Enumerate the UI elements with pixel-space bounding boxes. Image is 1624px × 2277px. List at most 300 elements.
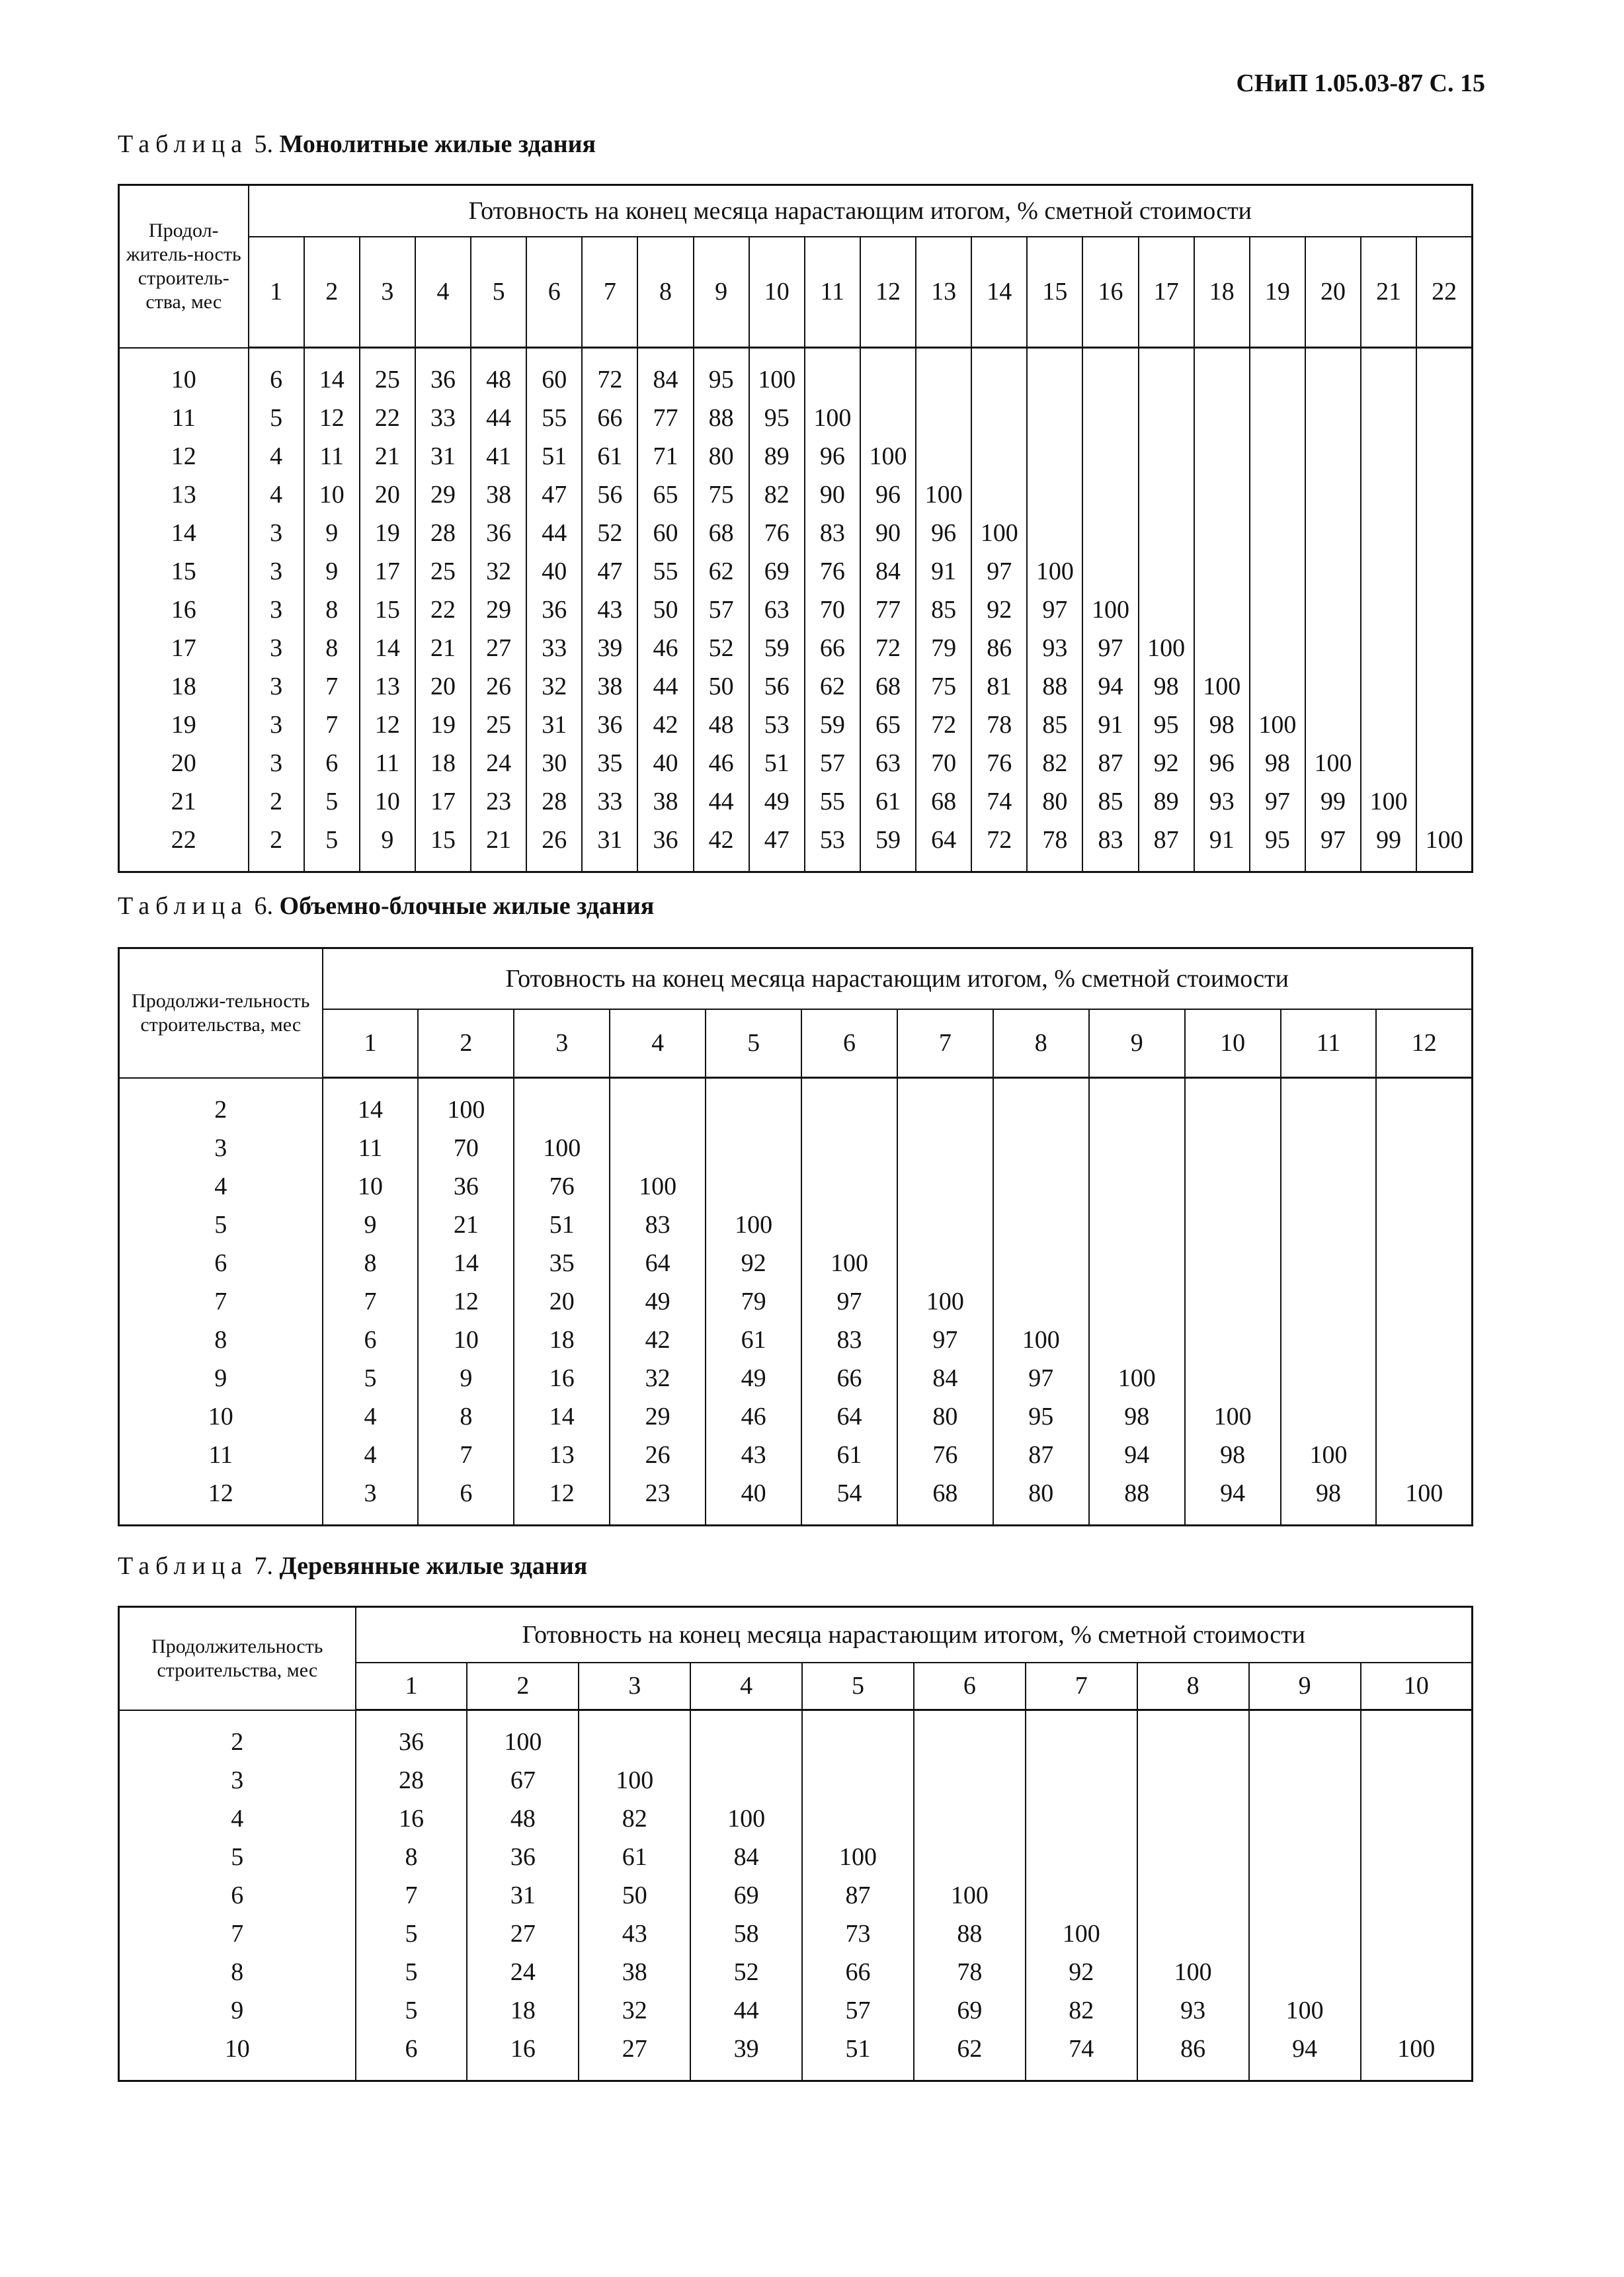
value-cell: 38 — [471, 476, 526, 514]
duration-cell: 7 — [119, 1915, 356, 1953]
value-cell: 32 — [471, 552, 526, 591]
empty-cell — [1305, 437, 1361, 476]
duration-cell: 12 — [119, 1474, 323, 1526]
value-cell: 40 — [706, 1474, 801, 1526]
empty-cell — [1194, 514, 1250, 552]
value-cell: 20 — [514, 1282, 610, 1321]
empty-cell — [1361, 1838, 1473, 1876]
empty-cell — [1139, 348, 1194, 399]
value-cell: 24 — [471, 744, 526, 782]
value-cell: 60 — [637, 514, 693, 552]
empty-cell — [916, 348, 971, 399]
duration-cell: 11 — [119, 1436, 323, 1474]
value-cell: 18 — [467, 1991, 579, 2030]
empty-cell — [1185, 1078, 1281, 1130]
empty-cell — [1416, 514, 1472, 552]
empty-cell — [1089, 1129, 1185, 1167]
empty-cell — [993, 1129, 1089, 1167]
month-header: 7 — [1026, 1663, 1137, 1710]
month-header: 16 — [1082, 237, 1138, 348]
value-cell: 74 — [971, 782, 1027, 821]
value-cell: 97 — [897, 1321, 993, 1359]
value-cell: 85 — [916, 591, 971, 629]
table-row — [119, 1436, 1473, 1474]
value-cell: 42 — [637, 706, 693, 744]
value-cell: 5 — [304, 782, 360, 821]
empty-cell — [1194, 399, 1250, 437]
value-cell: 46 — [706, 1397, 801, 1436]
duration-cell: 16 — [119, 591, 249, 629]
value-cell: 82 — [1027, 744, 1082, 782]
empty-cell — [897, 1244, 993, 1282]
empty-cell — [801, 1078, 897, 1130]
empty-cell — [860, 348, 916, 399]
value-cell: 14 — [304, 348, 360, 399]
empty-cell — [1361, 629, 1416, 667]
value-cell: 32 — [526, 667, 582, 706]
value-cell: 8 — [304, 591, 360, 629]
month-header: 21 — [1361, 237, 1416, 348]
value-cell: 9 — [418, 1359, 514, 1397]
duration-cell: 20 — [119, 744, 249, 782]
value-cell: 32 — [610, 1359, 706, 1397]
value-cell: 100 — [1139, 629, 1194, 667]
empty-cell — [1250, 348, 1305, 399]
table-row — [119, 1710, 1473, 1762]
value-cell: 100 — [993, 1321, 1089, 1359]
table-row — [119, 1129, 1473, 1167]
empty-cell — [1137, 1915, 1249, 1953]
duration-cell: 11 — [119, 399, 249, 437]
value-cell: 83 — [801, 1321, 897, 1359]
value-cell: 100 — [1361, 2030, 1473, 2081]
value-cell: 40 — [637, 744, 693, 782]
table-row — [119, 514, 1473, 552]
empty-cell — [1185, 1282, 1281, 1321]
empty-cell — [1416, 348, 1472, 399]
value-cell: 95 — [1139, 706, 1194, 744]
value-cell: 27 — [467, 1915, 579, 1953]
duration-header: Продолжи-тельность строительства, мес — [119, 948, 323, 1078]
empty-cell — [1249, 1710, 1361, 1762]
empty-cell — [1281, 1321, 1377, 1359]
value-cell: 50 — [637, 591, 693, 629]
table-row — [119, 1359, 1473, 1397]
table-7-title: Деревянные жилые здания — [279, 1552, 588, 1580]
table-row — [119, 1167, 1473, 1206]
value-cell: 68 — [694, 514, 749, 552]
value-cell: 15 — [415, 821, 471, 872]
empty-cell — [1361, 591, 1416, 629]
value-cell: 25 — [471, 706, 526, 744]
value-cell: 59 — [749, 629, 805, 667]
value-cell: 52 — [690, 1953, 802, 1991]
value-cell: 69 — [690, 1876, 802, 1915]
value-cell: 58 — [690, 1915, 802, 1953]
value-cell: 4 — [323, 1436, 419, 1474]
value-cell: 10 — [323, 1167, 419, 1206]
duration-cell: 12 — [119, 437, 249, 476]
empty-cell — [1361, 514, 1416, 552]
empty-cell — [1361, 437, 1416, 476]
value-cell: 62 — [805, 667, 860, 706]
value-cell: 92 — [1026, 1953, 1137, 1991]
value-cell: 5 — [323, 1359, 419, 1397]
value-cell: 6 — [304, 744, 360, 782]
value-cell: 61 — [706, 1321, 801, 1359]
value-cell: 83 — [805, 514, 860, 552]
month-header: 7 — [582, 237, 637, 348]
empty-cell — [1185, 1129, 1281, 1167]
value-cell: 100 — [467, 1710, 579, 1762]
value-cell: 80 — [897, 1397, 993, 1436]
value-cell: 36 — [526, 591, 582, 629]
value-cell: 8 — [356, 1838, 467, 1876]
value-cell: 6 — [418, 1474, 514, 1526]
table-row — [119, 1474, 1473, 1526]
empty-cell — [1416, 591, 1472, 629]
empty-cell — [916, 437, 971, 476]
value-cell: 14 — [418, 1244, 514, 1282]
empty-cell — [1089, 1321, 1185, 1359]
empty-cell — [897, 1129, 993, 1167]
empty-cell — [1376, 1397, 1472, 1436]
empty-cell — [1361, 348, 1416, 399]
value-cell: 66 — [801, 1359, 897, 1397]
value-cell: 36 — [418, 1167, 514, 1206]
value-cell: 98 — [1185, 1436, 1281, 1474]
empty-cell — [1139, 437, 1194, 476]
empty-cell — [914, 1761, 1026, 1800]
value-cell: 3 — [249, 552, 304, 591]
empty-cell — [1281, 1244, 1377, 1282]
value-cell: 26 — [471, 667, 526, 706]
value-cell: 98 — [1281, 1474, 1377, 1526]
empty-cell — [1416, 437, 1472, 476]
value-cell: 33 — [582, 782, 637, 821]
value-cell: 29 — [471, 591, 526, 629]
empty-cell — [914, 1838, 1026, 1876]
value-cell: 10 — [304, 476, 360, 514]
value-cell: 83 — [1082, 821, 1138, 872]
empty-cell — [1376, 1436, 1472, 1474]
month-header: 1 — [356, 1663, 467, 1710]
duration-cell: 17 — [119, 629, 249, 667]
value-cell: 44 — [637, 667, 693, 706]
table-row — [119, 1321, 1473, 1359]
empty-cell — [1250, 437, 1305, 476]
value-cell: 55 — [526, 399, 582, 437]
empty-cell — [1281, 1078, 1377, 1130]
value-cell: 57 — [802, 1991, 914, 2030]
duration-cell: 6 — [119, 1244, 323, 1282]
empty-cell — [1305, 706, 1361, 744]
value-cell: 35 — [582, 744, 637, 782]
value-cell: 98 — [1139, 667, 1194, 706]
value-cell: 82 — [749, 476, 805, 514]
empty-cell — [1249, 1915, 1361, 1953]
value-cell: 5 — [356, 1953, 467, 1991]
empty-cell — [1305, 629, 1361, 667]
readiness-header: Готовность на конец месяца нарастающим итогом, % сметной стоимости — [249, 185, 1473, 237]
empty-cell — [1376, 1321, 1472, 1359]
value-cell: 100 — [1361, 782, 1416, 821]
month-header: 6 — [526, 237, 582, 348]
empty-cell — [1361, 1710, 1473, 1762]
empty-cell — [914, 1800, 1026, 1838]
empty-cell — [1082, 514, 1138, 552]
value-cell: 72 — [582, 348, 637, 399]
value-cell: 36 — [582, 706, 637, 744]
table-6-number: 6. — [254, 892, 274, 920]
value-cell: 17 — [360, 552, 415, 591]
empty-cell — [610, 1129, 706, 1167]
value-cell: 25 — [415, 552, 471, 591]
empty-cell — [1026, 1710, 1137, 1762]
value-cell: 48 — [467, 1800, 579, 1838]
value-cell: 19 — [360, 514, 415, 552]
value-cell: 12 — [514, 1474, 610, 1526]
value-cell: 100 — [971, 514, 1027, 552]
empty-cell — [1194, 476, 1250, 514]
value-cell: 20 — [360, 476, 415, 514]
table-7-number: 7. — [254, 1552, 274, 1580]
value-cell: 97 — [801, 1282, 897, 1321]
table-row — [119, 348, 1473, 399]
duration-cell: 21 — [119, 782, 249, 821]
empty-cell — [1250, 552, 1305, 591]
value-cell: 9 — [323, 1206, 419, 1244]
value-cell: 74 — [1026, 2030, 1137, 2081]
value-cell: 72 — [860, 629, 916, 667]
value-cell: 85 — [1027, 706, 1082, 744]
value-cell: 84 — [860, 552, 916, 591]
empty-cell — [971, 476, 1027, 514]
table-row — [119, 1991, 1473, 2030]
month-header: 10 — [1185, 1009, 1281, 1078]
value-cell: 3 — [249, 706, 304, 744]
month-header: 17 — [1139, 237, 1194, 348]
empty-cell — [1194, 348, 1250, 399]
value-cell: 94 — [1089, 1436, 1185, 1474]
empty-cell — [1194, 437, 1250, 476]
value-cell: 14 — [514, 1397, 610, 1436]
month-header: 12 — [860, 237, 916, 348]
empty-cell — [971, 437, 1027, 476]
value-cell: 11 — [360, 744, 415, 782]
value-cell: 47 — [749, 821, 805, 872]
empty-cell — [1361, 1915, 1473, 1953]
value-cell: 97 — [1082, 629, 1138, 667]
value-cell: 97 — [1305, 821, 1361, 872]
duration-cell: 4 — [119, 1800, 356, 1838]
empty-cell — [801, 1129, 897, 1167]
month-header: 9 — [1249, 1663, 1361, 1710]
value-cell: 22 — [360, 399, 415, 437]
duration-cell: 15 — [119, 552, 249, 591]
table-row — [119, 1838, 1473, 1876]
value-cell: 52 — [694, 629, 749, 667]
value-cell: 48 — [694, 706, 749, 744]
value-cell: 100 — [579, 1761, 690, 1800]
value-cell: 100 — [1194, 667, 1250, 706]
empty-cell — [1026, 1876, 1137, 1915]
table-row — [119, 821, 1473, 872]
empty-cell — [1281, 1282, 1377, 1321]
value-cell: 84 — [897, 1359, 993, 1397]
duration-cell: 9 — [119, 1991, 356, 2030]
empty-cell — [1089, 1244, 1185, 1282]
value-cell: 100 — [897, 1282, 993, 1321]
duration-cell: 9 — [119, 1359, 323, 1397]
empty-cell — [1137, 1710, 1249, 1762]
table-row — [119, 1078, 1473, 1130]
empty-cell — [1026, 1761, 1137, 1800]
value-cell: 43 — [582, 591, 637, 629]
duration-cell: 3 — [119, 1129, 323, 1167]
value-cell: 80 — [1027, 782, 1082, 821]
value-cell: 76 — [971, 744, 1027, 782]
empty-cell — [1281, 1206, 1377, 1244]
table-5-label: Таблица — [118, 130, 249, 158]
month-header: 9 — [694, 237, 749, 348]
value-cell: 65 — [637, 476, 693, 514]
value-cell: 100 — [1250, 706, 1305, 744]
value-cell: 100 — [1027, 552, 1082, 591]
value-cell: 51 — [802, 2030, 914, 2081]
empty-cell — [1027, 514, 1082, 552]
value-cell: 36 — [471, 514, 526, 552]
duration-cell: 13 — [119, 476, 249, 514]
value-cell: 76 — [897, 1436, 993, 1474]
value-cell: 100 — [860, 437, 916, 476]
month-header: 1 — [323, 1009, 419, 1078]
value-cell: 68 — [916, 782, 971, 821]
empty-cell — [914, 1710, 1026, 1762]
value-cell: 100 — [1305, 744, 1361, 782]
value-cell: 100 — [610, 1167, 706, 1206]
value-cell: 94 — [1082, 667, 1138, 706]
duration-cell: 7 — [119, 1282, 323, 1321]
value-cell: 9 — [304, 552, 360, 591]
value-cell: 46 — [637, 629, 693, 667]
empty-cell — [1305, 399, 1361, 437]
empty-cell — [1185, 1206, 1281, 1244]
value-cell: 75 — [694, 476, 749, 514]
value-cell: 66 — [805, 629, 860, 667]
value-cell: 44 — [694, 782, 749, 821]
table-row — [119, 706, 1473, 744]
value-cell: 21 — [415, 629, 471, 667]
value-cell: 96 — [860, 476, 916, 514]
value-cell: 44 — [471, 399, 526, 437]
value-cell: 2 — [249, 782, 304, 821]
value-cell: 68 — [897, 1474, 993, 1526]
empty-cell — [802, 1800, 914, 1838]
empty-cell — [1089, 1167, 1185, 1206]
duration-header: Продол-житель-ность строитель-ства, мес — [119, 185, 249, 348]
empty-cell — [1305, 591, 1361, 629]
value-cell: 44 — [690, 1991, 802, 2030]
value-cell: 67 — [467, 1761, 579, 1800]
value-cell: 100 — [1089, 1359, 1185, 1397]
empty-cell — [860, 399, 916, 437]
value-cell: 76 — [749, 514, 805, 552]
empty-cell — [1305, 514, 1361, 552]
month-header: 4 — [690, 1663, 802, 1710]
value-cell: 79 — [916, 629, 971, 667]
value-cell: 91 — [1082, 706, 1138, 744]
value-cell: 4 — [249, 476, 304, 514]
value-cell: 9 — [304, 514, 360, 552]
value-cell: 94 — [1185, 1474, 1281, 1526]
value-cell: 7 — [356, 1876, 467, 1915]
empty-cell — [1082, 399, 1138, 437]
value-cell: 100 — [801, 1244, 897, 1282]
value-cell: 42 — [610, 1321, 706, 1359]
value-cell: 6 — [356, 2030, 467, 2081]
value-cell: 87 — [1082, 744, 1138, 782]
value-cell: 19 — [415, 706, 471, 744]
value-cell: 96 — [916, 514, 971, 552]
value-cell: 84 — [690, 1838, 802, 1876]
empty-cell — [801, 1206, 897, 1244]
value-cell: 82 — [1026, 1991, 1137, 2030]
value-cell: 8 — [418, 1397, 514, 1436]
empty-cell — [1026, 1838, 1137, 1876]
value-cell: 87 — [993, 1436, 1089, 1474]
value-cell: 70 — [916, 744, 971, 782]
value-cell: 62 — [914, 2030, 1026, 2081]
value-cell: 4 — [249, 437, 304, 476]
value-cell: 7 — [418, 1436, 514, 1474]
empty-cell — [1376, 1078, 1472, 1130]
value-cell: 100 — [418, 1078, 514, 1130]
value-cell: 13 — [514, 1436, 610, 1474]
value-cell: 59 — [860, 821, 916, 872]
value-cell: 92 — [1139, 744, 1194, 782]
value-cell: 24 — [467, 1953, 579, 1991]
table-row — [119, 1397, 1473, 1436]
value-cell: 32 — [579, 1991, 690, 2030]
duration-cell: 5 — [119, 1206, 323, 1244]
value-cell: 77 — [860, 591, 916, 629]
value-cell: 100 — [1416, 821, 1472, 872]
value-cell: 94 — [1249, 2030, 1361, 2081]
duration-cell: 8 — [119, 1321, 323, 1359]
empty-cell — [1082, 437, 1138, 476]
value-cell: 99 — [1305, 782, 1361, 821]
duration-cell: 2 — [119, 1078, 323, 1130]
value-cell: 97 — [993, 1359, 1089, 1397]
table-5-title: Монолитные жилые здания — [279, 130, 596, 158]
month-header: 7 — [897, 1009, 993, 1078]
value-cell: 98 — [1250, 744, 1305, 782]
empty-cell — [1376, 1359, 1472, 1397]
value-cell: 92 — [706, 1244, 801, 1282]
value-cell: 5 — [356, 1915, 467, 1953]
empty-cell — [1250, 514, 1305, 552]
month-header: 22 — [1416, 237, 1472, 348]
empty-cell — [993, 1078, 1089, 1130]
value-cell: 35 — [514, 1244, 610, 1282]
value-cell: 5 — [249, 399, 304, 437]
value-cell: 64 — [610, 1244, 706, 1282]
empty-cell — [1305, 667, 1361, 706]
empty-cell — [1139, 476, 1194, 514]
month-header: 11 — [805, 237, 860, 348]
table-row — [119, 1206, 1473, 1244]
